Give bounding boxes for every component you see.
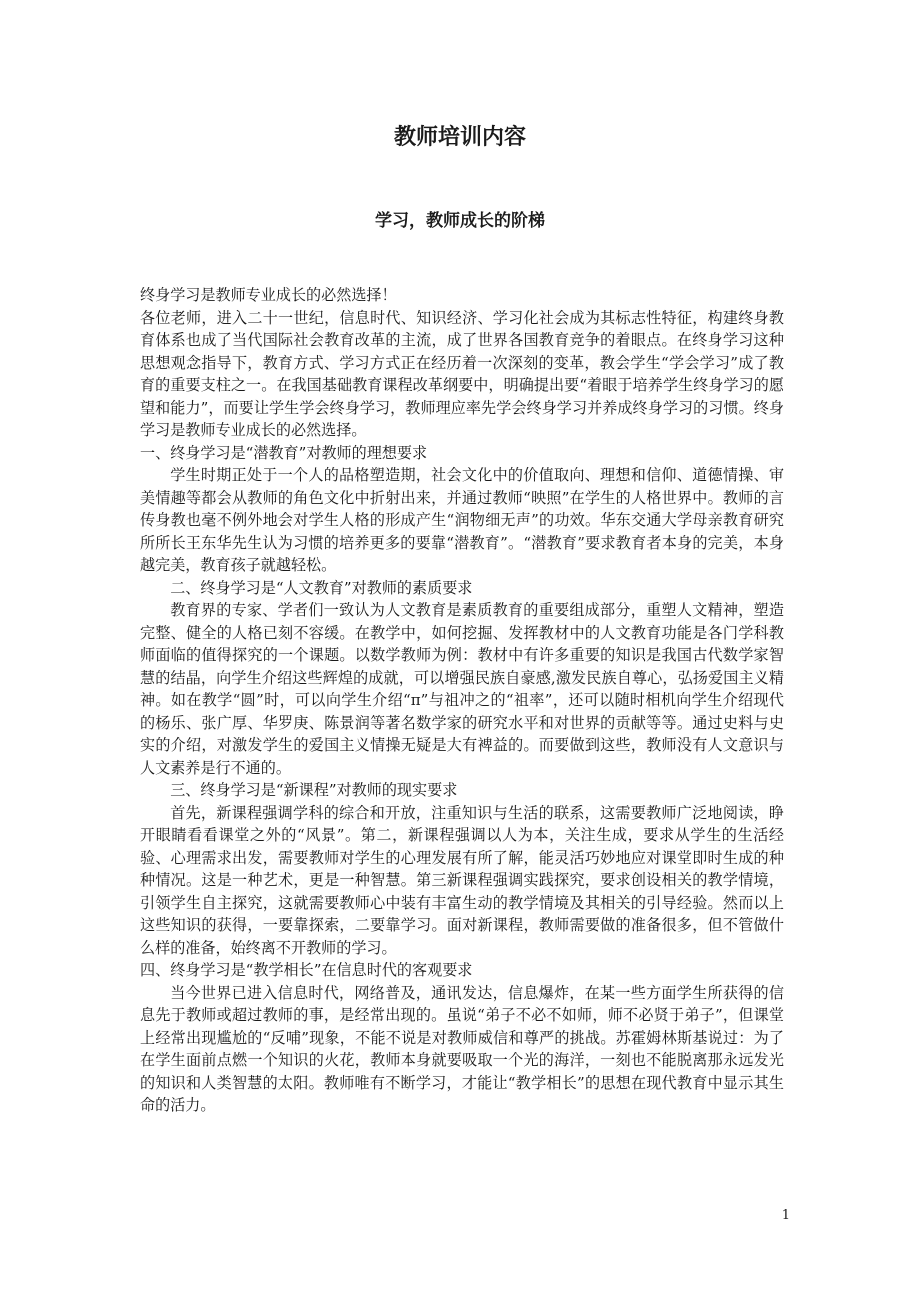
section-body-3: 首先，新课程强调学科的综合和开放，注重知识与生活的联系，这需要教师广泛地阅读，睁开眼睛看看课堂之外的“风景”。第二，新课程强调以人为本，关注生成，要求从学生的生活经验、心理需求出发，需要教师对学生的心理发展有所了解，能灵活巧妙地应对课堂即时生成的种种情况。这是一种艺术，更是一种智慧。第三新课程强调实践探究，要求创设相关的教学情境，引领学生自主探究，这就需要教师心中装有丰富生动的教学情境及其相关的引导经验。然而以上这些知识的获得，一要靠探索，二要靠学习。面对新课程，教师需要做的准备很多，但不管做什么样的准备，始终离不开教师的学习。: [140, 803, 784, 957]
document-subtitle: 学习，教师成长的阶梯: [375, 211, 545, 231]
section-body-4: 当今世界已进入信息时代，网络普及，通讯发达，信息爆炸，在某一些方面学生所获得的信息先于教师或超过教师的事，是经常出现的。虽说“弟子不必不如师，师不必贤于弟子”，但课堂上经常出现尴尬的“反哺”现象，不能不说是对教师威信和尊严的挑战。苏霍姆林斯基说过：为了在学生面前点燃一个知识的火花，教师本身就要吸取一个光的海洋，一刻也不能脱离那永远发光的知识和人类智慧的太阳。教师唯有不断学习，才能让“教学相长”的思想在现代教育中显示其生命的活力。: [140, 983, 784, 1114]
intro-line: 终身学习是教师专业成长的必然选择！: [140, 286, 397, 304]
section-heading-3: 三、终身学习是“新课程”对教师的现实要求: [170, 781, 458, 799]
section-body-2: 教育界的专家、学者们一致认为人文教育是素质教育的重要组成部分，重塑人文精神，塑造完整、健全的人格已刻不容缓。在教学中，如何挖掘、发挥教材中的人文教育功能是各门学科教师面临的值得探究的一个课题。以数学教师为例：教材中有许多重要的知识是我国古代数学家智慧的结晶，向学生介绍这些辉煌的成就，可以增强民族自豪感,激发民族自尊心，弘扬爱国主义精神。如在教学“圆”时，可以向学生介绍“π”与祖冲之的“祖率”，还可以随时相机向学生介绍现代的杨乐、张广厚、华罗庚、陈景润等著名数学家的研究水平和对世界的贡献等等。通过史料与史实的介绍，对激发学生的爱国主义情操无疑是大有裨益的。而要做到这些，教师没有人文意识与人文素养是行不通的。: [140, 601, 784, 777]
intro-paragraph: 各位老师，进入二十一世纪，信息时代、知识经济、学习化社会成为其标志性特征，构建终身教育体系也成了当代国际社会教育改革的主流，成了世界各国教育竞争的着眼点。在终身学习这种思想观念指导下，教育方式、学习方式正在经历着一次深刻的变革，教会学生“学会学习”成了教育的重要支柱之一。在我国基础教育课程改革纲要中，明确提出要“着眼于培养学生终身学习的愿望和能力”，而要让学生学会终身学习，教师理应率先学会终身学习并养成终身学习的习惯。终身学习是教师专业成长的必然选择。: [140, 308, 784, 439]
section-heading-1: 一、终身学习是“潜教育”对教师的理想要求: [140, 443, 428, 462]
section-body-1: 学生时期正处于一个人的品格塑造期，社会文化中的价值取向、理想和信仰、道德情操、审美情趣等都会从教师的角色文化中折射出来，并通过教师“映照”在学生的人格世界中。教师的言传身教也毫不例外地会对学生人格的形成产生“润物细无声”的功效。华东交通大学母亲教育研究所所长王东华先生认为习惯的培养更多的要靠“潜教育”。“潜教育”要求教育者本身的完美，本身越完美，教育孩子就越轻松。: [140, 466, 784, 574]
section-heading-4: 四、终身学习是“教学相长”在信息时代的客观要求: [140, 961, 473, 979]
document-title: 教师培训内容: [393, 125, 526, 150]
section-heading-2: 二、终身学习是“人文教育”对教师的素质要求: [170, 578, 473, 597]
document-body: [140, 284, 784, 1117]
page-number: 1: [781, 1208, 790, 1223]
